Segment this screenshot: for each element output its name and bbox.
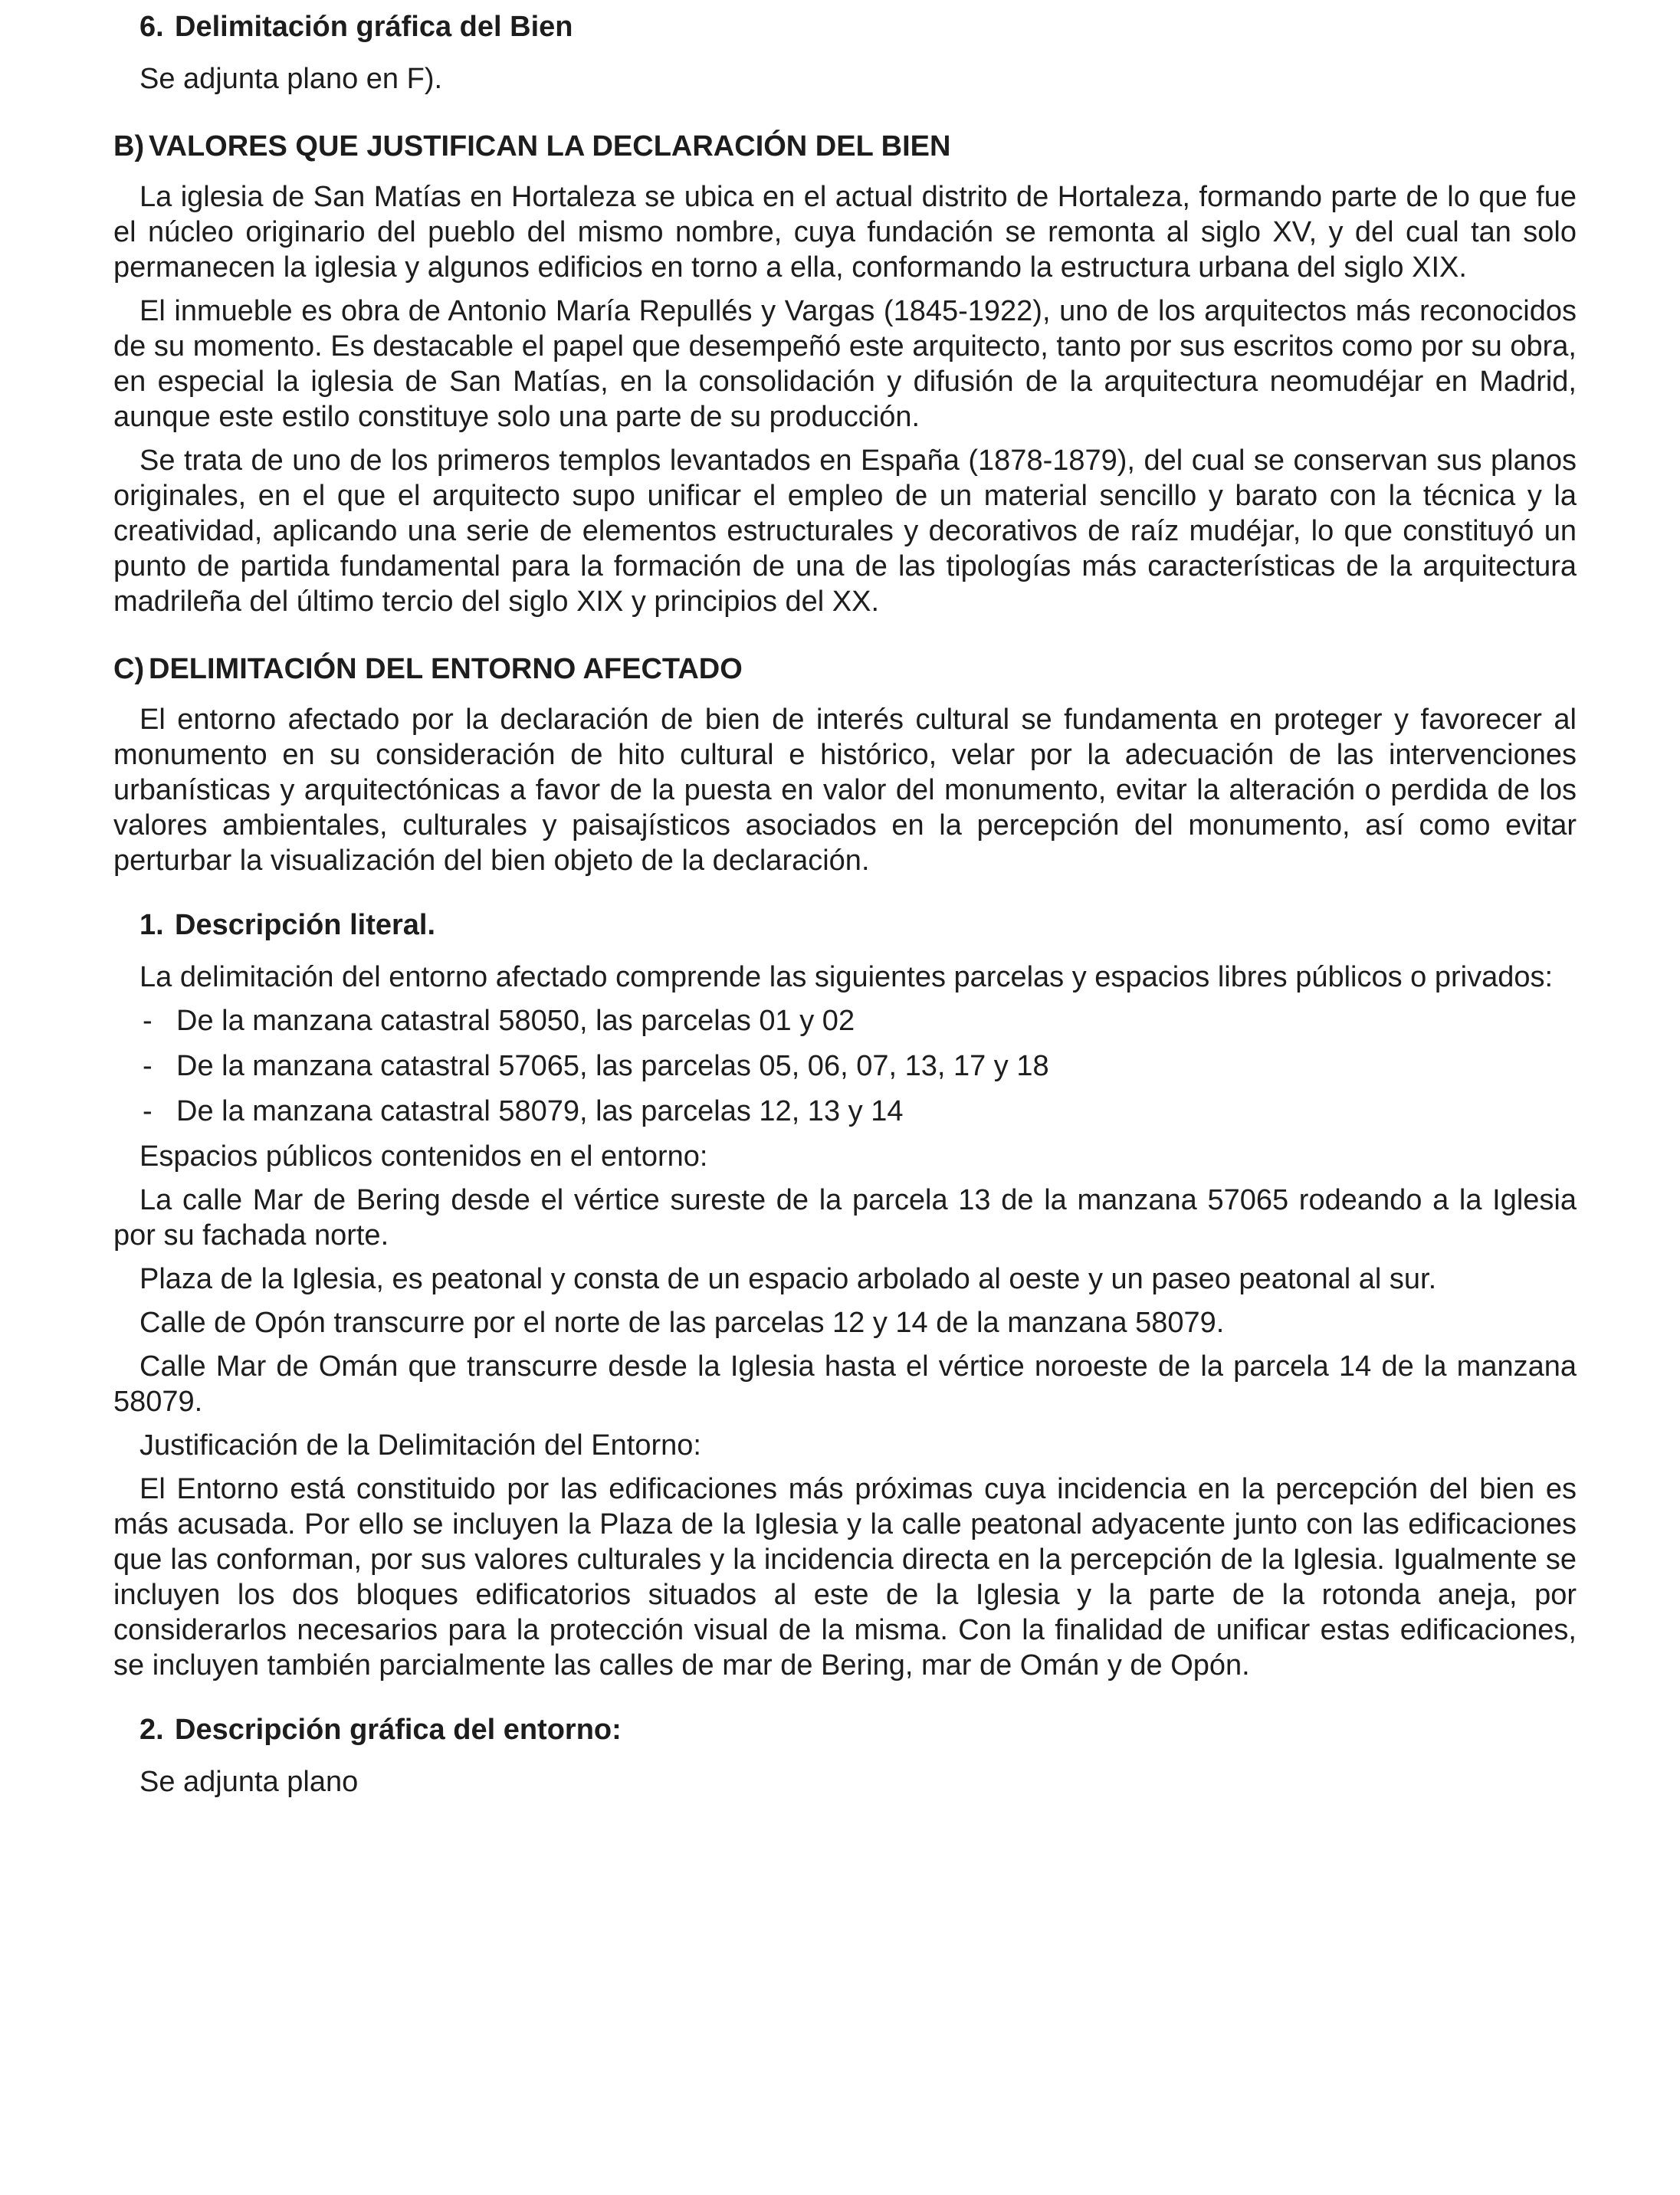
bullet-dash: -	[143, 1095, 153, 1127]
list-item-text: De la manzana catastral 58050, las parcelas 01 y 02	[176, 1005, 855, 1037]
paragraph-se-adjunta-plano: Se adjunta plano	[139, 1766, 359, 1798]
list-item-text: De la manzana catastral 58079, las parcelas 12, 13 y 14	[176, 1095, 904, 1127]
paragraph-entorno-afectado: El entorno afectado por la declaración de bien de interés cultural se fundamenta en proteger y favorecer al monumento en su consideración de hito cultural e histórico, velar por la adecuación de las intervenciones urbanísticas y arquitectónicas a favor de la puesta en valor del monumento, evitar la alteración o perdida de los valores ambientales, culturales y paisajísticos asociados en la percepción del monumento, así como evitar perturbar la visualización del bien objeto de la declaración.	[113, 704, 1577, 877]
paragraph-iglesia-san-matias: La iglesia de San Matías en Hortaleza se ubica en el actual distrito de Hortaleza, formando parte de lo que fue el núcleo originario del pueblo del mismo nombre, cuya fundación se remonta al siglo XV, y del cual tan solo permanecen la iglesia y algunos edificios en torno a ella, conformando la estructura urbana del siglo XIX.	[113, 181, 1577, 284]
section-heading-c-delimitacion	[113, 651, 1577, 687]
paragraph-entorno-constituido: El Entorno está constituido por las edificaciones más próximas cuya incidencia en la percepción del bien es más acusada. Por ello se incluyen la Plaza de la Iglesia y la calle peatonal adyacente junto con las edificaciones que las conforman, por sus valores culturales y la incidencia directa en la percepción de la Iglesia. Igualmente se incluyen los dos bloques edificatorios situados al este de la Iglesia y la parte de la rotonda aneja, por considerarlos necesarios para la protección visual de la misma. Con la finalidad de unificar estas edificaciones, se incluyen también parcialmente las calles de mar de Bering, mar de Omán y de Opón.	[113, 1473, 1577, 1682]
heading-descripcion-literal	[139, 907, 1577, 943]
heading-text: Delimitación gráfica del Bien	[175, 11, 573, 43]
heading-text: Descripción literal.	[175, 909, 436, 941]
section-title: VALORES QUE JUSTIFICAN LA DECLARACIÓN DEL BIEN	[149, 130, 951, 162]
list-item-manzana-58079	[113, 1094, 1577, 1129]
heading-number: 6.	[139, 11, 164, 43]
paragraph-primeros-templos: Se trata de uno de los primeros templos levantados en España (1878-1879), del cual se conservan sus planos originales, en el que el arquitecto supo unificar el empleo de un material sencillo y barato con la técnica y la creatividad, aplicando una serie de elementos estructurales y decorativos de raíz mudéjar, lo que constituyó un punto de partida fundamental para la formación de una de las tipologías más características de la arquitectura madrileña del último tercio del siglo XIX y principios del XX.	[113, 445, 1577, 618]
paragraph-delimitacion-parcelas: La delimitación del entorno afectado comprende las siguientes parcelas y espacios libres públicos o privados:	[139, 961, 1554, 993]
paragraph-calle-mar-de-bering: La calle Mar de Bering desde el vértice sureste de la parcela 13 de la manzana 57065 rodeando a la Iglesia por su fachada norte.	[113, 1184, 1577, 1252]
paragraph-espacios-publicos: Espacios públicos contenidos en el entorno:	[139, 1140, 708, 1173]
bullet-dash: -	[143, 1005, 153, 1037]
heading-descripcion-grafica-entorno	[139, 1712, 1577, 1747]
bullet-dash: -	[143, 1050, 153, 1082]
section-title: DELIMITACIÓN DEL ENTORNO AFECTADO	[149, 653, 743, 685]
paragraph-se-adjunta-plano-f: Se adjunta plano en F).	[139, 63, 443, 95]
list-item-manzana-57065	[113, 1048, 1577, 1084]
paragraph-calle-de-opon: Calle de Opón transcurre por el norte de las parcelas 12 y 14 de la manzana 58079.	[139, 1307, 1225, 1339]
section-letter: C)	[113, 653, 145, 685]
heading-delimitacion-grafica-del-bien	[139, 9, 1577, 44]
heading-number: 1.	[139, 909, 164, 941]
paragraph-plaza-de-la-iglesia: Plaza de la Iglesia, es peatonal y consta de un espacio arbolado al oeste y un paseo peatonal al sur.	[139, 1263, 1437, 1295]
list-item-manzana-58050	[113, 1003, 1577, 1038]
paragraph-inmueble-repulles: El inmueble es obra de Antonio María Repullés y Vargas (1845-1922), uno de los arquitectos más reconocidos de su momento. Es destacable el papel que desempeñó este arquitecto, tanto por sus escritos como por su obra, en especial la iglesia de San Matías, en la consolidación y difusión de la arquitectura neomudéjar en Madrid, aunque este estilo constituye solo una parte de su producción.	[113, 295, 1577, 433]
section-letter: B)	[113, 130, 145, 162]
paragraph-justificacion-delimitacion: Justificación de la Delimitación del Entorno:	[139, 1429, 701, 1462]
heading-text: Descripción gráfica del entorno:	[175, 1714, 622, 1746]
list-item-text: De la manzana catastral 57065, las parcelas 05, 06, 07, 13, 17 y 18	[176, 1050, 1049, 1082]
heading-number: 2.	[139, 1714, 164, 1746]
paragraph-calle-mar-de-oman: Calle Mar de Omán que transcurre desde la Iglesia hasta el vértice noroeste de la parcela 14 de la manzana 58079.	[113, 1350, 1577, 1418]
section-heading-b-valores	[113, 129, 1577, 164]
